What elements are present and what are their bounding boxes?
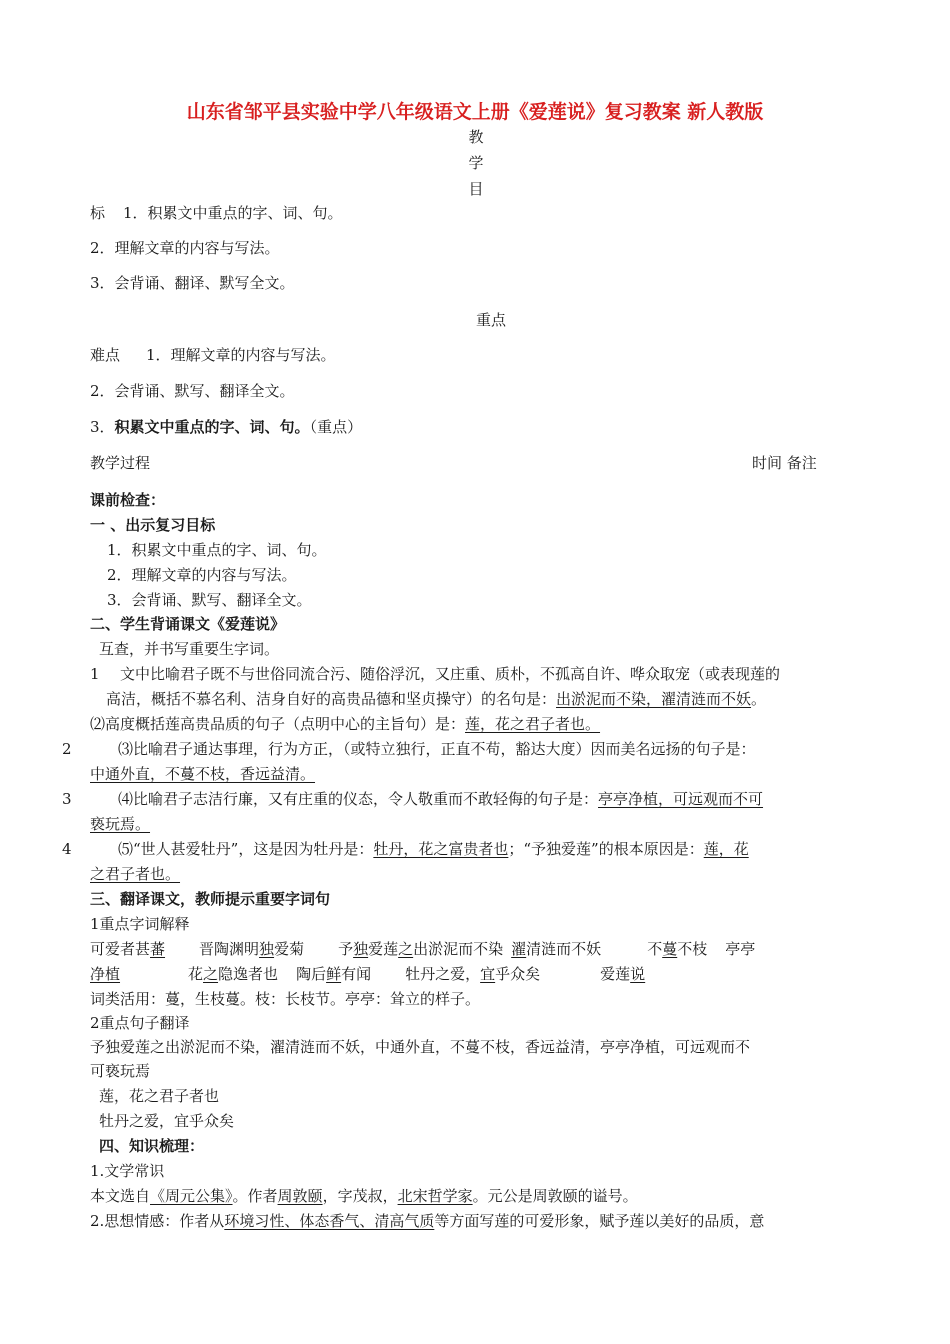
section-2-intro: 互查，并书写重要生字词。 — [99, 640, 280, 658]
word-2: 晋陶渊明 — [199, 940, 260, 958]
word-6: 亭亭 — [725, 940, 756, 958]
translation-3: 牡丹之爱，宜乎众矣 — [99, 1112, 235, 1130]
lit-text-4: 。元公是周敦颐的谥号。 — [472, 1187, 638, 1205]
goal-char-2: 学 — [468, 154, 484, 172]
section-3-heading: 三、翻译课文，教师提示重要字词句 — [90, 890, 331, 908]
process-label: 教学过程 — [90, 454, 151, 472]
goal-line-1 — [90, 203, 343, 223]
lit-source: 《周元公集》 — [150, 1187, 233, 1205]
process-right-headers: 时间 备注 — [752, 454, 817, 472]
question-4-num: 3 — [62, 790, 72, 808]
word-9-end: 有闻 — [341, 965, 372, 983]
question-4-text: ⑷比喻君子志洁行廉，又有庄重的仪态，令人敬重而不敢轻侮的句子是： — [118, 790, 599, 808]
section-1-item-3: 3．会背诵、默写、翻译全文。 — [107, 591, 312, 609]
goal-char-1: 教 — [468, 128, 484, 146]
word-3-end: 出淤泥而不染 — [413, 940, 504, 958]
goal-label: 标 — [90, 204, 106, 222]
literature-note — [90, 1186, 638, 1206]
document-title: 山东省邹平县实验中学八年级语文上册《爱莲说》复习教案 新人教版 — [186, 101, 764, 123]
question-1-line-b — [106, 689, 766, 709]
word-3-key-2: 之 — [398, 940, 414, 958]
section-2-heading: 二、学生背诵课文《爱莲说》 — [90, 615, 286, 633]
question-3-num: 2 — [62, 740, 72, 758]
word-10-key: 宜 — [480, 965, 496, 983]
question-5-line — [118, 839, 749, 859]
question-5-answer-3: 之君子者也。 — [90, 865, 181, 883]
question-2-text: ⑵高度概括莲高贵品质的句子（点明中心的主旨句）是： — [90, 715, 466, 733]
question-5-answer-2: 莲，花 — [703, 840, 749, 858]
word-9-key: 鲜 — [326, 965, 342, 983]
key-line-1 — [90, 345, 336, 365]
word-1-key: 蕃 — [150, 940, 166, 958]
goal-char-3: 目 — [468, 180, 484, 198]
word-2-key: 独 — [259, 940, 275, 958]
section-3-sub-1: 1重点字词解释 — [90, 915, 190, 933]
pre-check-heading: 课前检查： — [90, 491, 166, 509]
lit-title: 北宋哲学家 — [397, 1187, 473, 1205]
question-4-line — [118, 789, 763, 809]
word-11-key: 说 — [630, 965, 646, 983]
section-1-item-2: 2．理解文章的内容与写法。 — [107, 566, 297, 584]
translation-1: 予独爱莲之出淤泥而不染，濯清涟而不妖，中通外直，不蔓不枝，香远益清，亭亭净植，可远观而不 — [90, 1038, 751, 1056]
question-1-end: 。 — [751, 690, 767, 708]
word-3: 予 — [338, 940, 354, 958]
question-1-text: 高洁，概括不慕名利、洁身自好的高贵品德和坚贞操守）的名句是： — [106, 690, 557, 708]
section-3-sub-2: 2重点句子翻译 — [90, 1014, 190, 1032]
word-7-key: 净植 — [90, 965, 121, 983]
question-2-answer: 莲，花之君子者也。 — [465, 715, 601, 733]
section-1-item-1: 1．积累文中重点的字、词、句。 — [107, 541, 327, 559]
word-note: 词类活用：蔓，生枝蔓。枝：长枝节。亭亭：耸立的样子。 — [90, 990, 481, 1008]
word-10-end: 乎众矣 — [495, 965, 541, 983]
thought-text-2: 等方面写莲的可爱形象，赋予莲以美好的品质，意 — [434, 1212, 765, 1230]
question-5-text-b: ；“予独爱莲”的根本原因是： — [508, 840, 704, 858]
question-5-answer-1: 牡丹，花之富贵者也 — [373, 840, 509, 858]
goal-item-3: 3．会背诵、翻译、默写全文。 — [90, 274, 295, 292]
question-4-answer-2: 亵玩焉。 — [90, 815, 151, 833]
word-3-mid: 爱莲 — [368, 940, 399, 958]
lit-text-3: ，字茂叔， — [322, 1187, 398, 1205]
thought-emotion — [90, 1211, 764, 1231]
word-11: 爱莲 — [600, 965, 631, 983]
question-4-answer-1: 亭亭净植，可远观而不可 — [598, 790, 764, 808]
word-5-end: 不枝 — [677, 940, 708, 958]
goal-item-2: 2．理解文章的内容与写法。 — [90, 239, 280, 257]
question-1-answer: 出淤泥而不染，濯清涟而不妖 — [556, 690, 752, 708]
question-3-text: ⑶比喻君子通达事理，行为方正，（或特立独行，正直不苟，豁达大度）因而美名远扬的句子是： — [118, 740, 756, 758]
question-1-line-a: 文中比喻君子既不与世俗同流合污、随俗浮沉，又庄重、质朴，不孤高自许、哗众取宠（或表现莲的 — [120, 665, 781, 683]
lit-author: 周敦颐 — [277, 1187, 323, 1205]
question-3-answer: 中通外直，不蔓不枝，香远益清。 — [90, 765, 316, 783]
key-item-3 — [90, 417, 362, 437]
word-1: 可爱者甚 — [90, 940, 151, 958]
question-1-num: 1 — [90, 665, 100, 683]
goal-item-1: 1．积累文中重点的字、词、句。 — [123, 204, 343, 222]
word-2-end: 爱菊 — [274, 940, 305, 958]
question-2-line — [90, 714, 600, 734]
translation-2: 莲，花之君子者也 — [99, 1087, 220, 1105]
word-3-key: 独 — [353, 940, 369, 958]
key-item-1: 1．理解文章的内容与写法。 — [146, 346, 336, 364]
question-5-num: 4 — [62, 840, 72, 858]
question-5-text-a: ⑸“世人甚爱牡丹”，这是因为牡丹是： — [118, 840, 374, 858]
key-item-3-bold: 积累文中重点的字、词、句。 — [114, 418, 310, 436]
lit-text-1: 本文选自 — [90, 1187, 151, 1205]
word-8-end: 隐逸者也 — [218, 965, 279, 983]
key-item-3-note: （重点） — [309, 418, 363, 436]
word-8-key: 之 — [203, 965, 219, 983]
thought-key: 环境习性、体态香气、清高气质 — [224, 1212, 435, 1230]
key-item-3-num: 3． — [90, 418, 115, 436]
key-label: 难点 — [90, 346, 121, 364]
word-line-1 — [90, 939, 755, 959]
key-item-2: 2．会背诵、默写、翻译全文。 — [90, 382, 295, 400]
section-1-heading: 一 、出示复习目标 — [90, 516, 216, 534]
word-10: 牡丹之爱， — [405, 965, 481, 983]
section-4-sub-1: 1.文学常识 — [90, 1162, 165, 1180]
word-9: 陶后 — [296, 965, 327, 983]
word-8: 花 — [188, 965, 204, 983]
lit-text-2: 。作者 — [232, 1187, 278, 1205]
key-heading: 重点 — [476, 311, 507, 329]
word-4-end: 清涟而不妖 — [526, 940, 602, 958]
section-4-heading: 四、知识梳理： — [99, 1137, 205, 1155]
thought-text-1: 2.思想情感：作者从 — [90, 1212, 225, 1230]
word-line-2 — [90, 964, 645, 984]
word-4-key: 濯 — [511, 940, 527, 958]
word-5-key: 蔓 — [662, 940, 678, 958]
translation-1-cont: 可亵玩焉 — [90, 1062, 151, 1080]
word-5: 不 — [647, 940, 663, 958]
